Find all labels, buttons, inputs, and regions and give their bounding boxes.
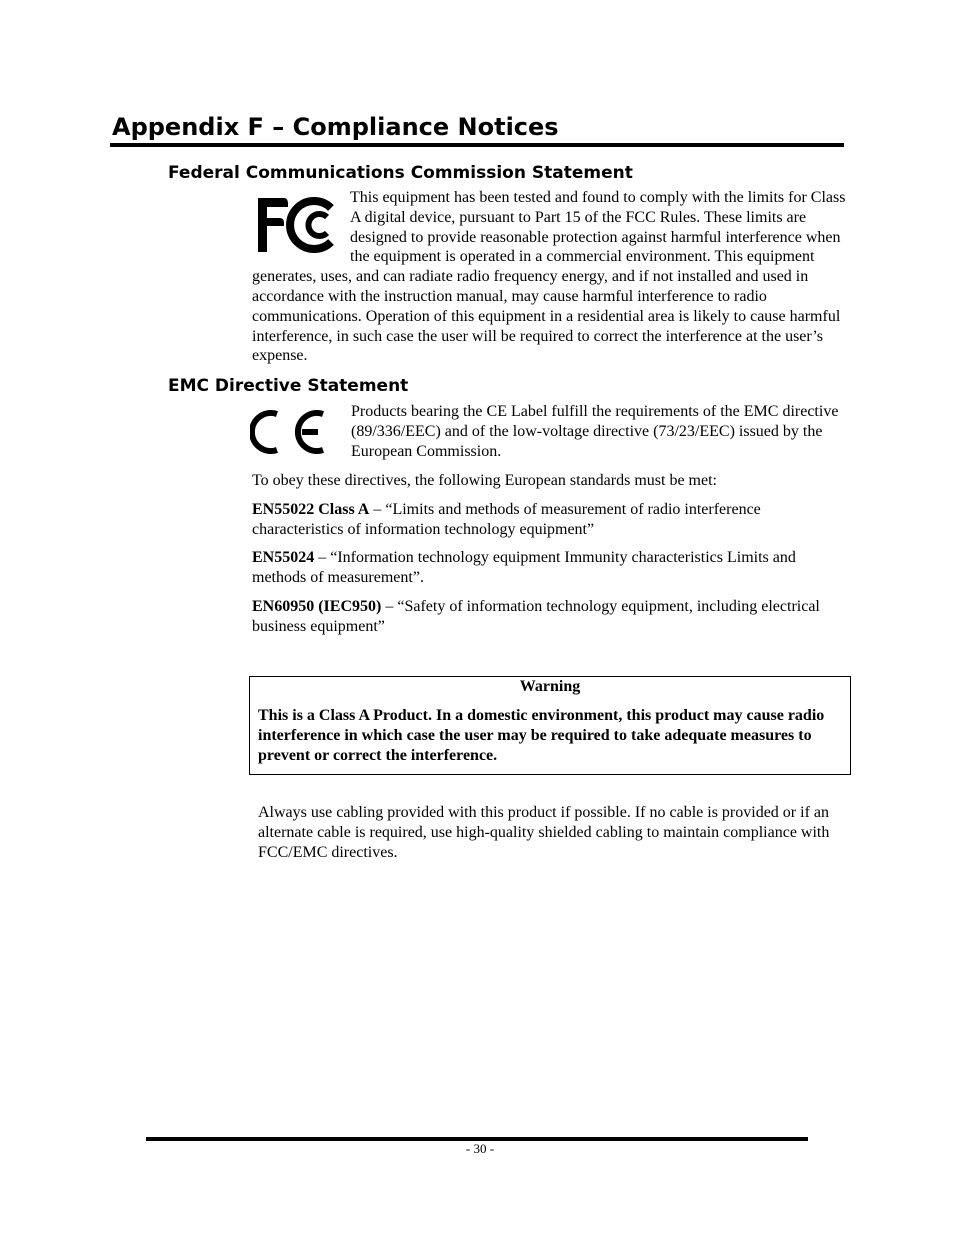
standard-description: – “Safety of information technology equipment, including electrical business equipment” bbox=[252, 598, 820, 635]
standard-description: – “Information technology equipment Immunity characteristics Limits and methods of measurement”. bbox=[252, 549, 796, 586]
page-title: Appendix F – Compliance Notices bbox=[112, 113, 559, 141]
title-divider bbox=[110, 143, 844, 147]
standard-en55022 bbox=[252, 500, 848, 540]
warning-box bbox=[249, 676, 851, 775]
fcc-statement-body: This equipment has been tested and found to comply with the limits for Class A digital device, pursuant to Part 15 of the FCC Rules. These limits are designed to provide reasonable protection against harmful interference when the equipment is operated in a commercial environment. This equipment generates, uses, and can radiate radio frequency energy, and if not installed and used in accordance with the instruction manual, may cause harmful interference to radio communications. Operation of this equipment in a residential area is likely to cause harmful interference, in such case the user will be required to correct the interference at the user’s expense. bbox=[252, 189, 846, 365]
fcc-statement-text bbox=[252, 188, 846, 366]
fcc-section-heading: Federal Communications Commission Statement bbox=[168, 163, 633, 183]
warning-text: This is a Class A Product. In a domestic environment, this product may cause radio interference in which case the user may be required to take adequate measures to prevent or correct the interference. bbox=[258, 707, 825, 764]
warning-heading: Warning bbox=[519, 678, 581, 695]
standard-en60950 bbox=[252, 597, 848, 637]
emc-intro-text: Products bearing the CE Label fulfill the requirements of the EMC directive (89/336/EEC) and of the low-voltage directive (73/23/EEC) issued by the European Commission. bbox=[351, 403, 839, 460]
page-number: - 30 - bbox=[465, 1141, 495, 1156]
standard-en55024 bbox=[252, 548, 848, 588]
standard-code: EN55022 Class A bbox=[252, 501, 370, 518]
emc-section-heading: EMC Directive Statement bbox=[168, 376, 409, 396]
standard-code: EN55024 bbox=[252, 549, 315, 566]
standard-code: EN60950 (IEC950) bbox=[252, 598, 382, 615]
standard-description: – “Limits and methods of measurement of radio interference characteristics of information technology equipment” bbox=[252, 501, 761, 538]
cabling-note-text: Always use cabling provided with this product if possible. If no cable is provided or if an alternate cable is required, use high-quality shielded cabling to maintain compliance with FCC/EMC directives. bbox=[258, 804, 830, 861]
standards-intro-text: To obey these directives, the following European standards must be met: bbox=[252, 472, 717, 489]
ce-mark-icon bbox=[250, 406, 330, 458]
